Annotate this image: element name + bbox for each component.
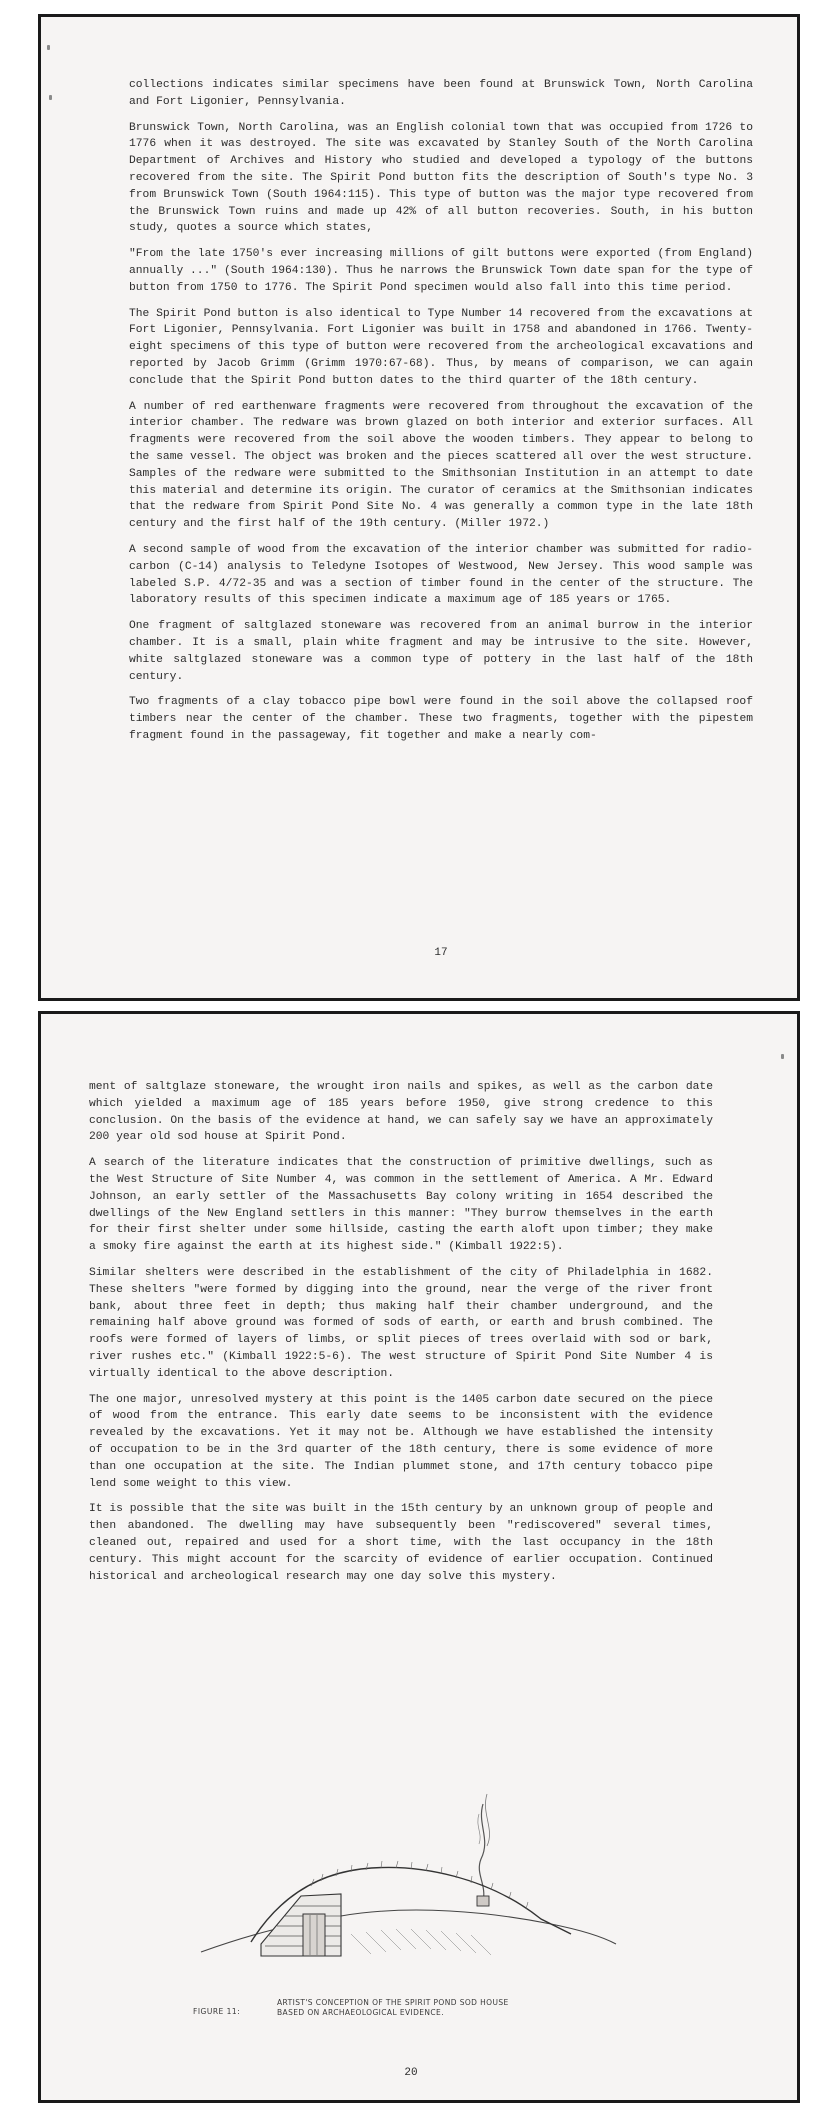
page-number: 17 [434, 947, 448, 959]
paragraph: collections indicates similar specimens have been found at Brunswick Town, North Carolina and Fort Ligonier, Pennsylvania. [129, 79, 753, 108]
door [303, 1914, 325, 1956]
smoke-plume [485, 1794, 489, 1846]
page-number: 20 [404, 2067, 418, 2079]
page-20-body [89, 1079, 713, 1594]
smoke-plume [478, 1814, 480, 1844]
sod-house-illustration [191, 1784, 621, 1984]
scanned-page-17 [38, 14, 800, 1001]
paragraph: A number of red earthenware fragments were recovered from throughout the excavation of the interior chamber. The redware was brown glazed on both interior and exterior surfaces. All fragments were recovered from the soil above the wooden timbers. They appear to belong to the same vessel. The object was broken and the pieces scattered all over the west structure. Samples of the redware were submitted to the Smithsonian Institution in an attempt to date this material and determine its origin. The curator of ceramics at the Smithsonian indicates that the redware from Spirit Pond Site No. 4 was generally a common type in the late 18th century and the first half of the 19th century. (Miller 1972.) [129, 400, 753, 531]
paragraph: "From the late 1750's ever increasing millions of gilt buttons were exported (from England) annually ..." (South 1964:130). Thus he narrows the Brunswick Town date span for the type of button from 1750 to 1776. The Spirit Pond specimen would also fall into this time period. [129, 248, 753, 294]
paragraph: Brunswick Town, North Carolina, was an English colonial town that was occupied from 1726 to 1776 when it was destroyed. The site was excavated by Stanley South of the North Carolina Department of Archives and History who studied and developed a typology of the buttons recovered from the site. The Spirit Pond button fits the description of South's type No. 3 from Brunswick Town (South 1964:115). This type of button was the major type recovered from the Brunswick Town ruins and made up 42% of all button recoveries. South, in his button study, quotes a source which states, [129, 121, 753, 235]
sod-house-drawing [191, 1784, 621, 1984]
figure-caption-line: ARTIST'S CONCEPTION OF THE SPIRIT POND SOD HOUSE [277, 1998, 509, 2007]
scanned-page-20 [38, 1011, 800, 2103]
sod-grass [311, 1861, 528, 1909]
page-17-body [129, 77, 753, 754]
smoke-plume [479, 1804, 484, 1902]
figure-label: FIGURE 11: [193, 2007, 241, 2016]
paragraph: The Spirit Pond button is also identical to Type Number 14 recovered from the excavations at Fort Ligonier, Pennsylvania. Fort Ligonier was built in 1758 and abandoned in 1766. Twenty-eight specimens of this type of button were recovered from the archeological excavations and reported by Jacob Grimm (Grimm 1970:67-68). Thus, by means of comparison, we can again conclude that the Spirit Pond button dates to the third quarter of the 18th century. [129, 307, 753, 387]
figure-caption-line: BASED ON ARCHAEOLOGICAL EVIDENCE. [277, 2008, 444, 2017]
front-wall [261, 1894, 341, 1956]
scan-mark [47, 45, 50, 50]
paragraph: One fragment of saltglazed stoneware was recovered from an animal burrow in the interior chamber. It is a small, plain white fragment and may be intrusive to the site. However, white saltglazed stoneware was a common type of pottery in the last half of the 18th century. [129, 620, 753, 683]
paragraph: A search of the literature indicates that the construction of primitive dwellings, such as the West Structure of Site Number 4, was common in the settlement of America. A Mr. Edward Johnson, an early settler of the Massachusetts Bay colony writing in 1654 described the dwellings of the New England settlers in this manner: "They burrow themselves in the earth for their first shelter under some hillside, casting the earth aloft upon timber; they make a smoky fire against the earth at its highest side." (Kimball 1922:5). [89, 1157, 713, 1254]
figure-caption [277, 1998, 577, 2018]
paragraph: It is possible that the site was built in the 15th century by an unknown group of people and then abandoned. The dwelling may have subsequently been "rediscovered" several times, cleaned out, repaired and used for a short time, with the last occupancy in the 18th century. This might account for the scarcity of evidence of earlier occupation. Continued historical and archeological research may one day solve this mystery. [89, 1503, 713, 1583]
paragraph: A second sample of wood from the excavation of the interior chamber was submitted for radio-carbon (C-14) analysis to Teledyne Isotopes of Westwood, New Jersey. This wood sample was labeled S.P. 4/72-35 and was a section of timber found in the center of the structure. The laboratory results of this specimen indicate a maximum age of 185 years or 1765. [129, 543, 753, 607]
scan-mark [781, 1054, 784, 1059]
earth-hatching [351, 1929, 491, 1955]
paragraph: The one major, unresolved mystery at this point is the 1405 carbon date secured on the piece of wood from the entrance. This early date seems to be inconsistent with the evidence revealed by the excavations. Yet it may not be. Although we have established the intensity of occupation to be in the 3rd quarter of the 18th century, there is some evidence of more than one occupation at the site. The Indian plummet stone, and 17th century tobacco pipe lend some weight to this view. [89, 1393, 713, 1490]
paragraph: ment of saltglaze stoneware, the wrought iron nails and spikes, as well as the carbon date which yielded a maximum age of 185 years before 1950, give strong credence to this conclusion. On the basis of the evidence at hand, we can safely say we have an approximately 200 year old sod house at Spirit Pond. [89, 1081, 713, 1144]
paragraph: Similar shelters were described in the establishment of the city of Philadelphia in 1682. These shelters "were formed by digging into the ground, near the verge of the river front bank, about three feet in depth; thus making half their chamber underground, and the remaining half above ground was formed of sods of earth, or earth and brush combined. The roofs were formed of layers of limbs, or split pieces of trees overlaid with sod or bark, river rushes etc." (Kimball 1922:5-6). The west structure of Spirit Pond Site Number 4 is virtually identical to the above description. [89, 1266, 713, 1380]
smoke-hole [477, 1896, 489, 1906]
scan-mark [49, 95, 52, 100]
paragraph: Two fragments of a clay tobacco pipe bowl were found in the soil above the collapsed roof timbers near the center of the chamber. These two fragments, together with the pipestem fragment found in the passageway, fit together and make a nearly com- [129, 696, 753, 742]
